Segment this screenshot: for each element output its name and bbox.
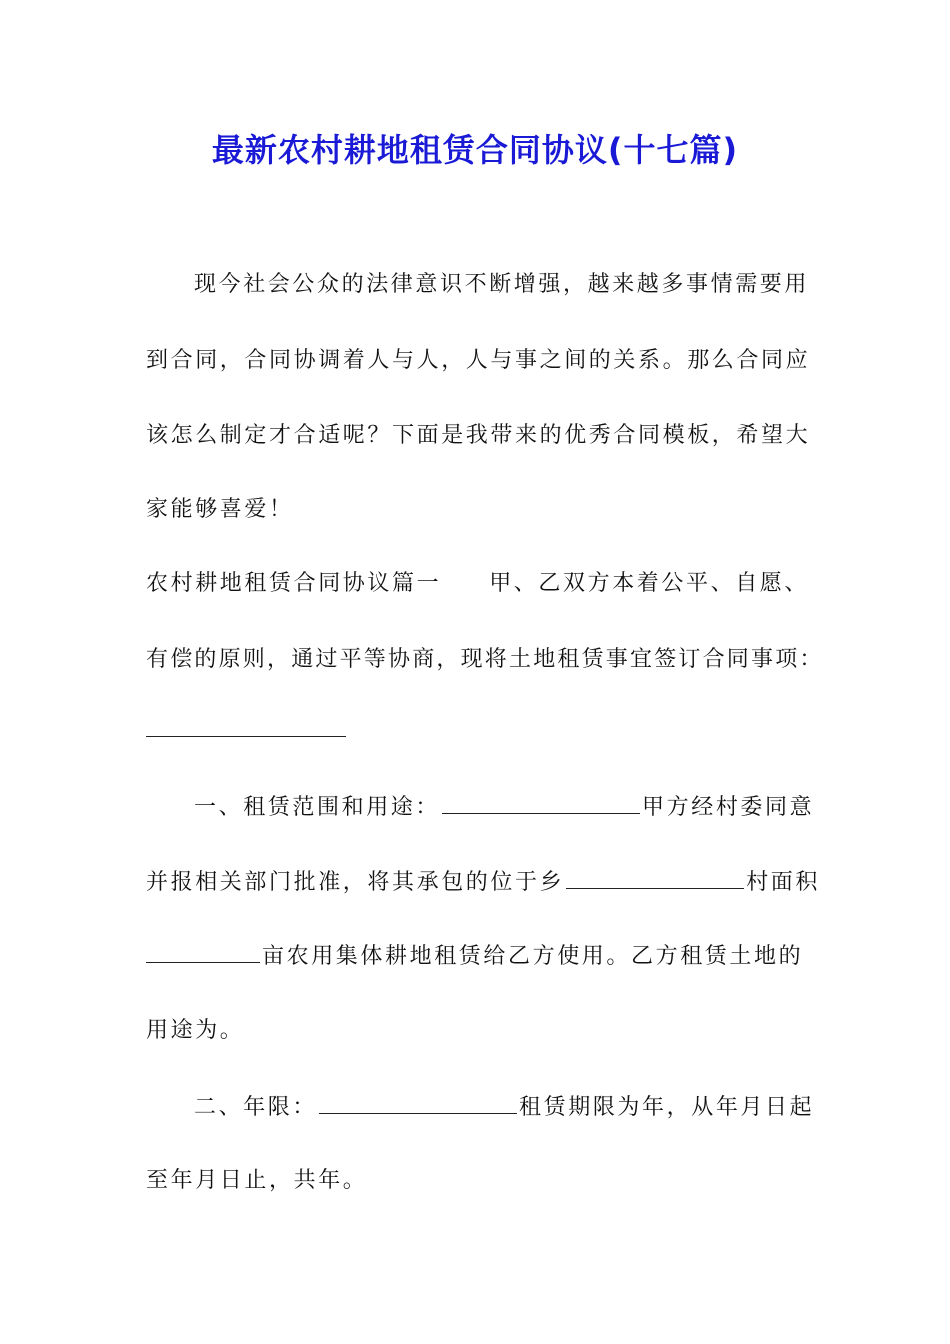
clause-2-line-1 bbox=[146, 1093, 816, 1123]
intro-line-3 bbox=[146, 421, 816, 451]
clause-1-text-2a: 并报相关部门批准，将其承包的位于乡 bbox=[146, 870, 565, 895]
clause-2-text-1: 租赁期限为年，从年月日起 bbox=[519, 1095, 815, 1120]
clause-2-label: 二、年限： bbox=[194, 1095, 318, 1120]
clause-1-line-2 bbox=[146, 868, 821, 898]
intro-text-3: 该怎么制定才合适呢？下面是我带来的优秀合同模板，希望大 bbox=[146, 423, 811, 448]
intro-line-2 bbox=[146, 346, 816, 376]
clause-1-line-1 bbox=[146, 793, 816, 823]
section-1-line-1 bbox=[146, 569, 816, 599]
fill-in-blank[interactable] bbox=[146, 716, 346, 737]
clause-1-label: 一、租赁范围和用途： bbox=[194, 795, 441, 820]
blank-line-standalone bbox=[146, 716, 816, 746]
intro-line-4 bbox=[146, 495, 816, 525]
fill-in-blank[interactable] bbox=[319, 1093, 517, 1114]
section-1-text-1: 甲、乙双方本着公平、自愿、 bbox=[489, 571, 810, 596]
clause-2-text-2: 至年月日止，共年。 bbox=[146, 1168, 368, 1193]
clause-1-line-3 bbox=[146, 942, 816, 972]
intro-line-1 bbox=[146, 270, 816, 300]
fill-in-blank[interactable] bbox=[566, 868, 744, 889]
clause-1-text-4: 用途为。 bbox=[146, 1018, 245, 1043]
section-1-line-2 bbox=[146, 645, 824, 675]
clause-1-text-2b: 村面积 bbox=[746, 870, 821, 895]
fill-in-blank[interactable] bbox=[442, 793, 640, 814]
clause-1-text-1: 甲方经村委同意 bbox=[642, 795, 815, 820]
clause-1-line-4 bbox=[146, 1016, 816, 1046]
clause-1-text-3: 亩农用集体耕地租赁给乙方使用。乙方租赁土地的 bbox=[262, 944, 804, 969]
section-1-heading: 农村耕地租赁合同协议篇一 bbox=[146, 571, 442, 596]
intro-text-4: 家能够喜爱！ bbox=[146, 497, 294, 522]
fill-in-blank[interactable] bbox=[146, 942, 260, 963]
intro-text-1: 现今社会公众的法律意识不断增强，越来越多事情需要用 bbox=[194, 272, 810, 297]
section-1-text-2: 有偿的原则，通过平等协商，现将土地租赁事宜签订合同事项： bbox=[146, 647, 824, 672]
clause-2-line-2 bbox=[146, 1166, 816, 1196]
document-title: 最新农村耕地租赁合同协议(十七篇) bbox=[211, 131, 739, 169]
intro-text-2: 到合同，合同协调着人与人，人与事之间的关系。那么合同应 bbox=[146, 348, 811, 373]
